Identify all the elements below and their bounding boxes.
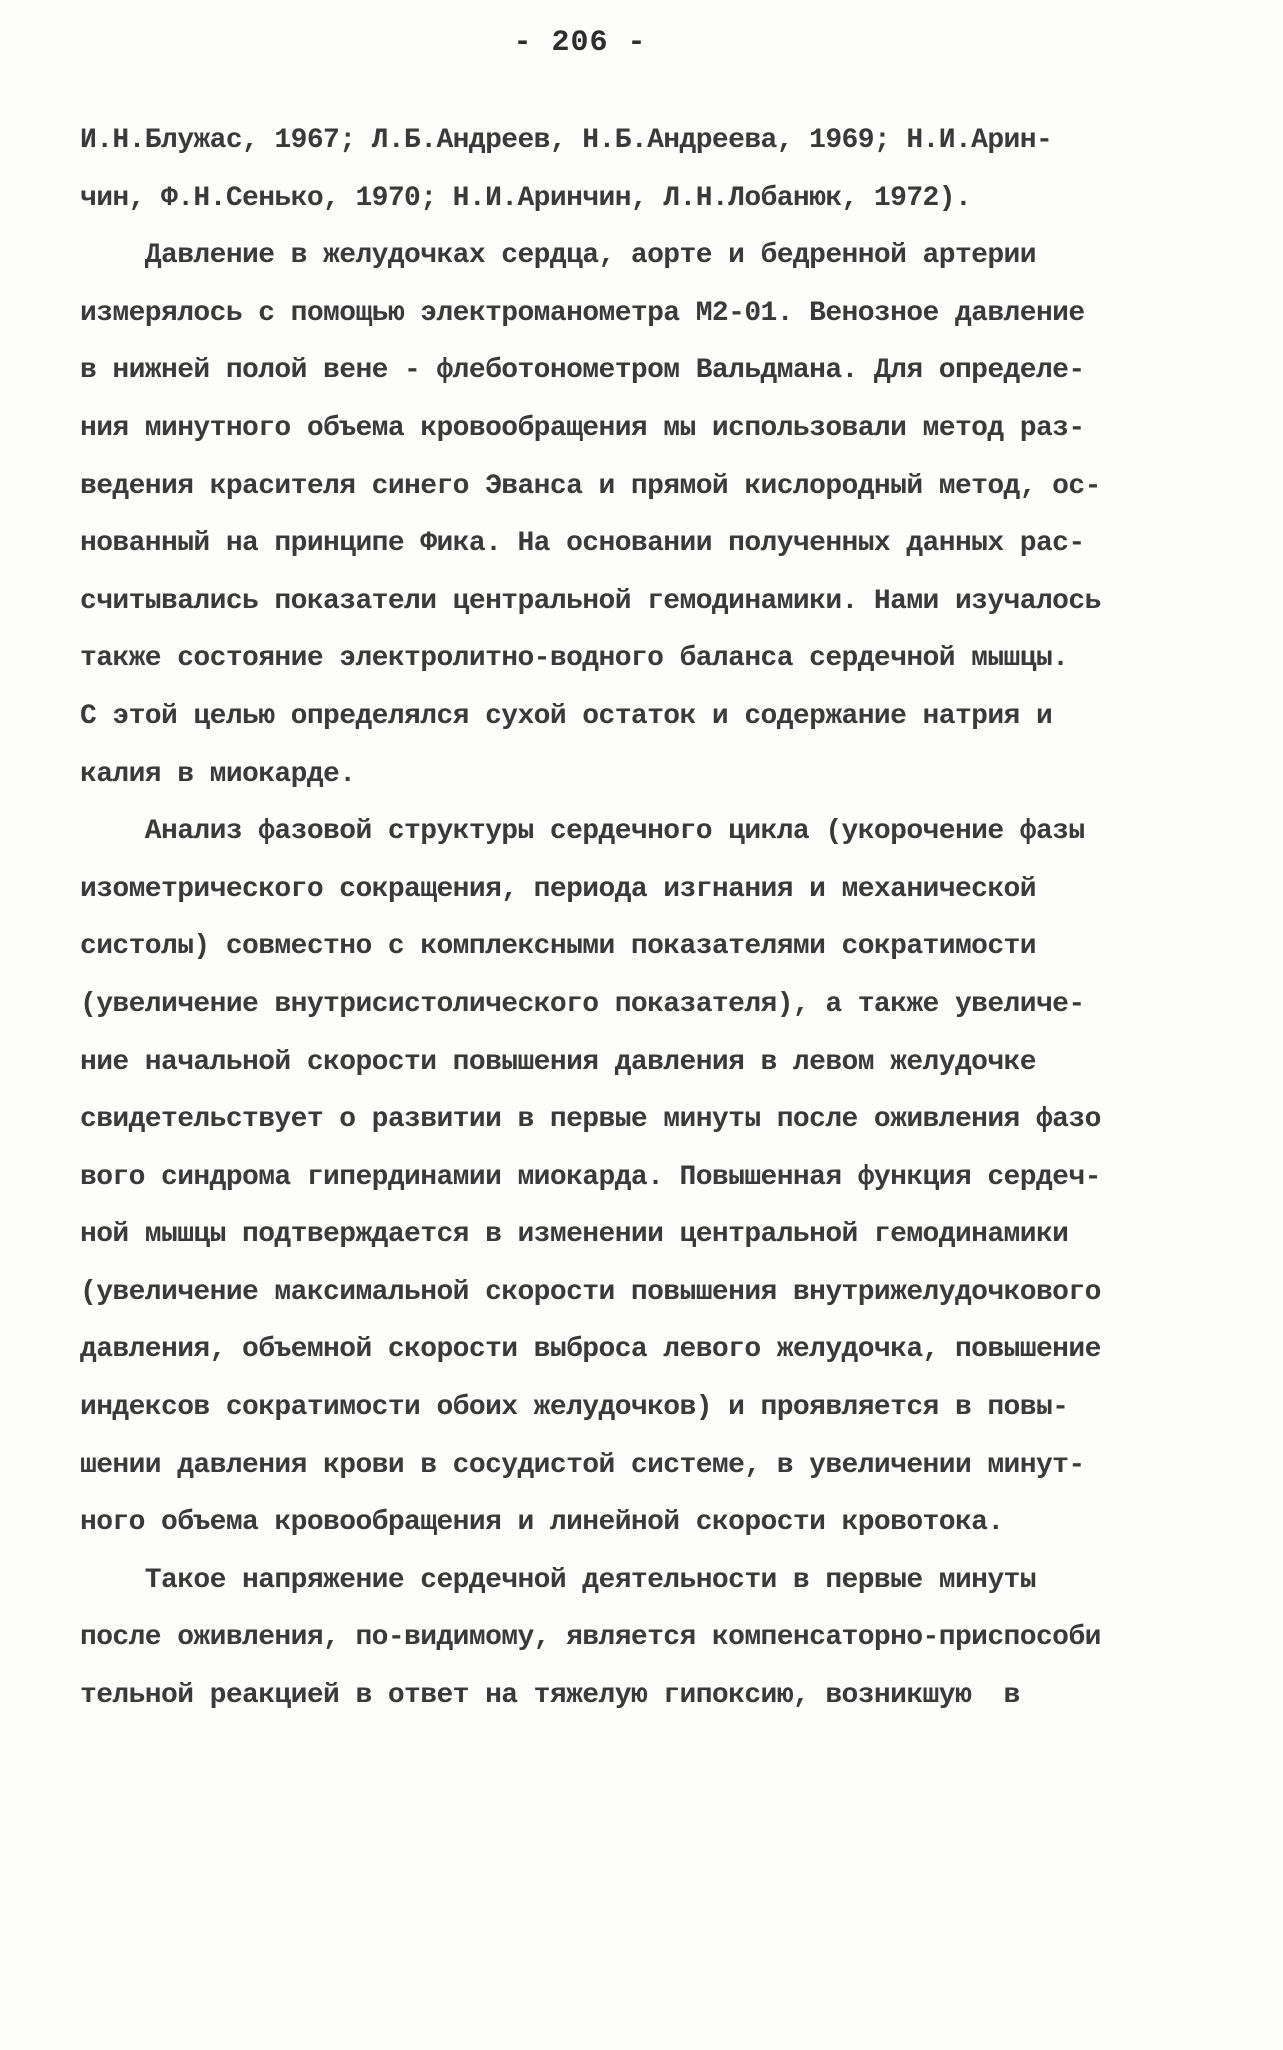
text-line: нованный на принципе Фика. На основании полученных данных рас- [80, 528, 1085, 560]
text-line: измерялось с помощью электроманометра М2-01. Венозное давление [80, 297, 1085, 329]
text-line: шении давления крови в сосудистой системе, в увеличении минут- [80, 1449, 1085, 1481]
page-number: - 206 - [513, 26, 647, 60]
text-line: индексов сократимости обоих желудочков) и проявляется в повы- [80, 1392, 1069, 1424]
text-line: И.Н.Блужас, 1967; Л.Б.Андреев, Н.Б.Андреева, 1969; Н.И.Арин- [80, 125, 1053, 156]
text-line: ной мышцы подтверждается в изменении центральной гемодинамики [80, 1219, 1069, 1251]
text-line: в нижней полой вене - флеботонометром Вальдмана. Для определе- [80, 355, 1085, 387]
text-line: калия в миокарде. [80, 758, 356, 790]
paragraph-conclusion [80, 1552, 1185, 1725]
paragraph-methods [80, 227, 1185, 803]
text-line: свидетельствует о развитии в первые минуты после оживления фазо [80, 1104, 1101, 1136]
text-line: изометрического сокращения, периода изгнания и механической [80, 873, 1036, 905]
text-line: ного объема кровообращения и линейной скорости кровотока. [80, 1507, 1004, 1539]
text-line: вого синдрома гипердинамии миокарда. Повышенная функция сердеч- [80, 1161, 1101, 1193]
text-line: ния минутного объема кровообращения мы использовали метод раз- [80, 412, 1085, 444]
text-line: также состояние электролитно-водного баланса сердечной мышцы. [80, 643, 1069, 675]
text-line: ние начальной скорости повышения давления в левом желудочке [80, 1046, 1036, 1078]
text-line: Такое напряжение сердечной деятельности в первые минуты [80, 1564, 1036, 1596]
text-line: (увеличение внутрисистолического показателя), а также увеличе- [80, 988, 1085, 1020]
text-line: (увеличение максимальной скорости повышения внутрижелудочкового [80, 1276, 1101, 1308]
paragraph-citations [80, 112, 1185, 227]
text-line: ведения красителя синего Эванса и прямой кислородный метод, ос- [80, 470, 1101, 502]
text-line: Давление в желудочках сердца, аорте и бедренной артерии [80, 240, 1036, 272]
text-line: Анализ фазовой структуры сердечного цикла (укорочение фазы [80, 816, 1085, 848]
text-line: тельной реакцией в ответ на тяжелую гипоксию, возникшую в [80, 1680, 1020, 1712]
text-line: считывались показатели центральной гемодинамики. Нами изучалось [80, 585, 1101, 617]
text-line: после оживления, по-видимому, является компенсаторно-приспособи [80, 1622, 1101, 1654]
text-line: С этой целью определялся сухой остаток и содержание натрия и [80, 700, 1053, 732]
body-text [80, 112, 1185, 1725]
text-line: систолы) совместно с комплексными показателями сократимости [80, 931, 1036, 963]
paragraph-analysis [80, 803, 1185, 1552]
text-line: давления, объемной скорости выброса левого желудочка, повышение [80, 1334, 1101, 1366]
text-line: чин, Ф.Н.Сенько, 1970; Н.И.Аринчин, Л.Н.Лобанюк, 1972). [80, 182, 972, 214]
